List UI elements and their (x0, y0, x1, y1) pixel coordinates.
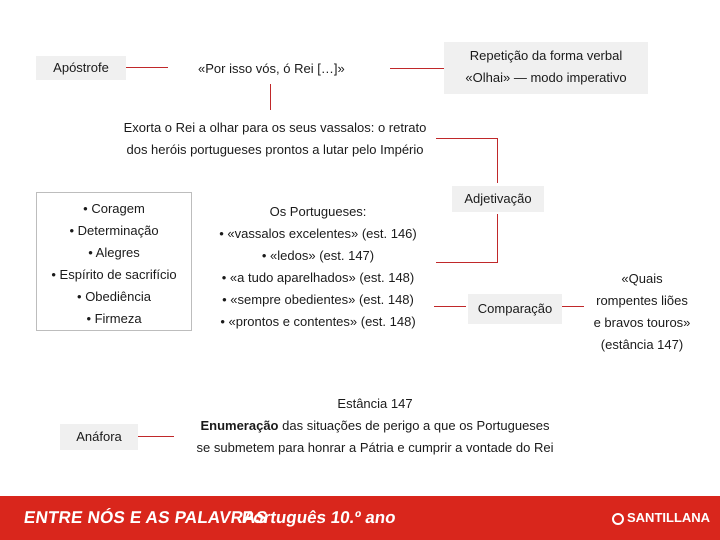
comparacao-quote-line: «Quais (621, 271, 663, 286)
enumeracao-line-1 (170, 415, 580, 437)
connector-anafora-enumeracao (138, 436, 174, 437)
anafora-text: Anáfora (76, 429, 122, 444)
connector-adjetivacao-portugueses-v (497, 214, 498, 262)
connector-exorta-adjetivacao-v (497, 138, 498, 183)
virtude-item: • Obediência (77, 289, 151, 304)
footer-subject: Português 10.º ano (240, 508, 397, 527)
anafora-label (60, 424, 138, 450)
repeticao-line-1: Repetição da forma verbal (469, 48, 623, 63)
quote-text: «Por isso vós, ó Rei […]» (198, 61, 345, 76)
comparacao-text: Comparação (477, 301, 553, 316)
repeticao-line-2: «Olhai» — modo imperativo (465, 70, 627, 85)
virtude-item: • Alegres (88, 245, 140, 260)
virtudes-box (36, 192, 192, 331)
enumeracao-line-2: se submetem para honrar a Pátria e cumprir a vontade do Rei (196, 440, 554, 455)
enumeracao-bold: Enumeração (200, 418, 279, 433)
exorta-line-1: Exorta o Rei a olhar para os seus vassalos: o retrato (123, 120, 427, 135)
enumeracao-block (170, 393, 580, 459)
portugueses-block (198, 201, 438, 333)
enumeracao-rest: das situações de perigo a que os Portugueses (278, 418, 550, 433)
portugueses-item: • «a tudo aparelhados» (est. 148) (221, 270, 415, 285)
virtude-item: • Firmeza (86, 311, 142, 326)
adjetivacao-label (452, 186, 544, 212)
connector-apostrofe-quote (126, 67, 168, 68)
portugueses-title: Os Portugueses: (269, 204, 367, 219)
repeticao-box (444, 42, 648, 94)
portugueses-item: • «vassalos excelentes» (est. 146) (219, 226, 417, 241)
virtude-item: • Espírito de sacrifício (51, 267, 177, 282)
footer-bar (0, 496, 720, 540)
estancia-title: Estância 147 (337, 396, 413, 411)
santillana-logo-icon (612, 513, 624, 525)
connector-quote-repeticao (390, 68, 444, 69)
exorta-line-2: dos heróis portugueses prontos a lutar pelo Império (126, 142, 424, 157)
footer-publisher-text: SANTILLANA (627, 510, 711, 525)
connector-comparacao-right (562, 306, 584, 307)
exorta-text (100, 117, 450, 161)
comparacao-quote-line: (estância 147) (600, 337, 684, 352)
portugueses-item: • «ledos» (est. 147) (261, 248, 375, 263)
adjetivacao-text: Adjetivação (464, 191, 532, 206)
virtude-item: • Determinação (69, 223, 159, 238)
comparacao-quote-line: rompentes liões (596, 293, 688, 308)
comparacao-quote-line: e bravos touros» (593, 315, 691, 330)
virtude-item: • Coragem (83, 201, 145, 216)
apostrofe-text: Apóstrofe (53, 60, 109, 75)
comparacao-quote (582, 268, 702, 356)
footer-publisher (612, 510, 710, 528)
connector-comparacao-left (434, 306, 466, 307)
comparacao-label (468, 294, 562, 324)
footer-brand: ENTRE NÓS E AS PALAVRAS (22, 508, 269, 527)
portugueses-item: • «sempre obedientes» (est. 148) (222, 292, 414, 307)
connector-quote-exorta (270, 84, 271, 110)
apostrofe-label (36, 56, 126, 80)
portugueses-item: • «prontos e contentes» (est. 148) (220, 314, 416, 329)
connector-adjetivacao-portugueses-h (436, 262, 498, 263)
